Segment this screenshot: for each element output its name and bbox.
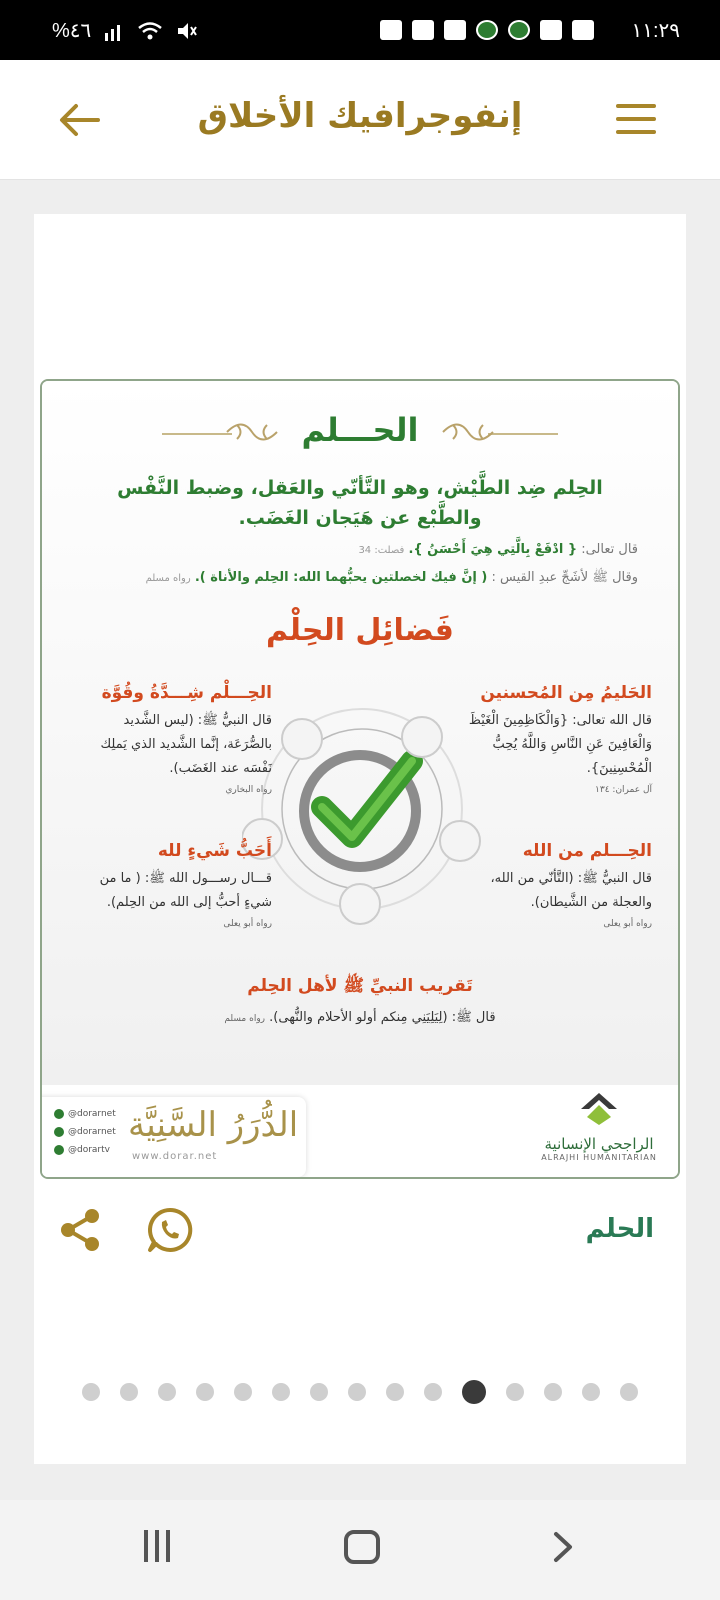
quote-prefix: قال تعالى: xyxy=(581,542,638,557)
pagination-dot[interactable] xyxy=(120,1383,138,1401)
definition-text: الحِلم ضِد الطَّيْش، وهو التَّأنّي والعَقل، وضبط النَّفْس والطَّبْع عن هَيَجان الغَضَب. xyxy=(117,477,603,529)
facebook-handle: @dorarnet xyxy=(54,1123,116,1141)
infographic-image[interactable] xyxy=(40,379,680,1179)
youtube-handle: @dorartv xyxy=(54,1141,116,1159)
pagination-dot[interactable] xyxy=(234,1383,252,1401)
hadith-quote xyxy=(82,569,638,588)
pagination-dot[interactable] xyxy=(582,1383,600,1401)
pagination-dot[interactable] xyxy=(386,1383,404,1401)
hamburger-menu-icon[interactable] xyxy=(616,104,656,136)
pagination-dots xyxy=(34,1380,686,1404)
rajhi-name-en: ALRAJHI HUMANITARIAN xyxy=(541,1153,657,1162)
virtue-block xyxy=(82,841,272,929)
app-bar xyxy=(0,60,720,180)
virtue-title: تَقريب النبيِّ ﷺ لأهل الحِلم xyxy=(247,976,473,996)
virtue-body-text: قال ﷺ: (لِيَلِيَنِي مِنكم أولو الأحلام والنُّهى). xyxy=(269,1010,496,1025)
recents-button[interactable] xyxy=(144,1530,178,1564)
checkmark-icon xyxy=(242,689,482,929)
image-icon xyxy=(540,20,562,40)
pagination-dot-active[interactable] xyxy=(462,1380,486,1404)
pagination-dot[interactable] xyxy=(424,1383,442,1401)
wifi-icon xyxy=(137,21,163,41)
virtue-body: قال الله تعالى: {وَالْكَاظِمِينَ الْغَيْظَ وَالْعَافِينَ عَنِ النَّاسِ وَاللَّهُ يُحِبُّ الْمُحْسِنِينَ}. xyxy=(468,713,652,776)
infographic-title: الحـــلم xyxy=(301,411,419,449)
virtue-body: قال النبيُّ ﷺ: (ليس الشَّديد بالصُّرَعَة، إنَّما الشَّديد الذي يَملِك نَفْسَه عند الغَضَب). xyxy=(100,713,272,776)
share-icon[interactable] xyxy=(56,1206,104,1254)
signal-icon xyxy=(103,21,125,41)
pagination-dot[interactable] xyxy=(348,1383,366,1401)
quote-source: رواه مسلم xyxy=(145,573,191,584)
virtue-body: قال النبيُّ ﷺ: (التَّأنّي من الله، والعجلة من الشَّيطان). xyxy=(490,871,652,910)
quote-text: { ادْفَعْ بِالَّتِي هِيَ أَحْسَنُ }. xyxy=(408,542,578,557)
messenger-icon xyxy=(380,20,402,40)
dorar-logo-box xyxy=(40,1097,306,1177)
rajhi-logo xyxy=(534,1091,664,1162)
virtue-body xyxy=(42,1006,678,1031)
virtues-title: فَضائِل الحِلْم xyxy=(266,613,454,648)
weather-icon xyxy=(412,20,434,40)
pagination-dot[interactable] xyxy=(196,1383,214,1401)
rajhi-name: الراجحي الإنسانية xyxy=(544,1135,654,1153)
app-notification-icon-2 xyxy=(508,20,530,40)
pagination-dot[interactable] xyxy=(82,1383,100,1401)
pagination-dot[interactable] xyxy=(506,1383,524,1401)
card-caption: الحلم xyxy=(585,1214,654,1244)
quote-prefix: وقال ﷺ لأشَجِّ عبدِ القيس : xyxy=(491,570,638,585)
dorar-url: www.dorar.net xyxy=(132,1151,218,1162)
notification-icons xyxy=(380,20,594,40)
mute-icon xyxy=(175,21,197,41)
status-bar xyxy=(0,0,720,60)
pagination-dot[interactable] xyxy=(158,1383,176,1401)
quran-quote xyxy=(82,541,638,560)
pagination-dot[interactable] xyxy=(310,1383,328,1401)
system-navigation-bar xyxy=(0,1500,720,1600)
status-left xyxy=(52,18,197,43)
virtue-source: رواه أبو يعلى xyxy=(223,919,272,929)
battery-level: %٤٦ xyxy=(52,20,92,42)
quote-text: ( إنَّ فيك لخصلتين يحبُّهما الله: الحِلم والأناة ). xyxy=(194,570,488,585)
virtue-block xyxy=(462,683,652,795)
virtue-source: رواه أبو يعلى xyxy=(603,919,652,929)
virtue-block xyxy=(42,975,678,1031)
clock: ١١:٢٩ xyxy=(631,20,680,42)
rajhi-logo-icon xyxy=(579,1091,619,1127)
virtue-block xyxy=(462,841,652,929)
quote-source: فصلت: 34 xyxy=(358,545,405,556)
pagination-dot[interactable] xyxy=(620,1383,638,1401)
gallery-icon xyxy=(444,20,466,40)
back-chevron-icon[interactable] xyxy=(548,1530,578,1564)
home-button[interactable] xyxy=(344,1530,380,1564)
infographic-title-wrap xyxy=(42,411,678,449)
virtue-title: أَحَبُّ شَيءٍ لله xyxy=(157,841,272,861)
infographic-footer xyxy=(42,1085,678,1177)
virtue-source: رواه البخاري xyxy=(225,785,272,795)
virtue-source: رواه مسلم xyxy=(224,1014,266,1024)
virtue-title: الحِـــلْم شِـــدَّةُ وقُوَّة xyxy=(101,683,272,703)
infographic-body xyxy=(42,381,678,1085)
twitter-handle: @dorarnet xyxy=(54,1105,116,1123)
page-title: إنفوجرافيك الأخلاق xyxy=(197,96,523,136)
whatsapp-icon[interactable] xyxy=(146,1206,194,1254)
virtue-title: الحَليمُ مِن المُحسنين xyxy=(480,683,652,703)
virtue-source: آل عمران: ١٣٤ xyxy=(595,785,652,795)
dorar-logo: الدُّرَرُ السَّنِيَّة xyxy=(128,1105,299,1145)
virtue-title: الحِـــلم من الله xyxy=(522,841,652,861)
app-notification-icon xyxy=(476,20,498,40)
virtue-body: قـــال رســـول الله ﷺ: ( ما من شيءٍ أحبُّ إلى الله من الحِلم). xyxy=(99,871,272,910)
pagination-dot[interactable] xyxy=(544,1383,562,1401)
social-handles xyxy=(54,1105,116,1159)
infographic-card xyxy=(34,214,686,1464)
pagination-dot[interactable] xyxy=(272,1383,290,1401)
virtue-block xyxy=(82,683,272,795)
photo-icon xyxy=(572,20,594,40)
